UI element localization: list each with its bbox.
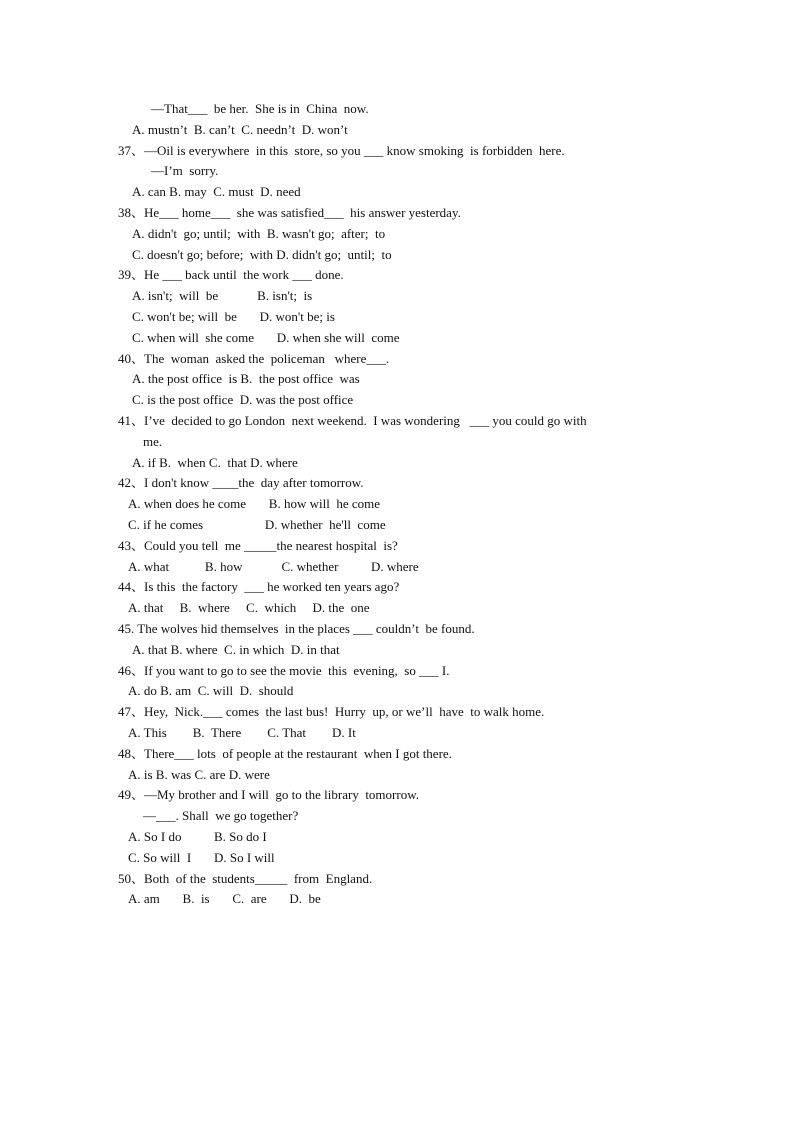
q36-text-line-2: —That___ be her. She is in China now. (151, 101, 369, 116)
q42-options-ab: A. when does he come B. how will he come (128, 496, 381, 511)
q50-options: A. am B. is C. are D. be (128, 891, 321, 906)
q42-question: 42、I don't know ____the day after tomorrow. (118, 475, 364, 490)
q49-options-ab: A. So I do B. So do I (128, 829, 267, 844)
q37-question: 37、—Oil is everywhere in this store, so you ___ know smoking is forbidden here. (118, 143, 565, 158)
q41-question: 41、I’ve decided to go London next weekend. I was wondering ___ you could go with (118, 413, 587, 428)
q41-options: A. if B. when C. that D. where (132, 455, 298, 470)
q48-options: A. is B. was C. are D. were (128, 767, 270, 782)
q45-options: A. that B. where C. in which D. in that (132, 642, 340, 657)
q47-question: 47、Hey, Nick.___ comes the last bus! Hurry up, or we’ll have to walk home. (118, 704, 545, 719)
q38-options-ab: A. didn't go; until; with B. wasn't go; after; to (132, 226, 386, 241)
q46-options: A. do B. am C. will D. should (128, 683, 294, 698)
q49-options-cd: C. So will I D. So I will (128, 850, 275, 865)
q38-options-cd: C. doesn't go; before; with D. didn't go; until; to (132, 247, 392, 262)
q43-question: 43、Could you tell me _____the nearest hospital is? (118, 538, 398, 553)
q44-options: A. that B. where C. which D. the one (128, 600, 370, 615)
q39-options-extra: C. when will she come D. when she will come (132, 330, 400, 345)
q43-options: A. what B. how C. whether D. where (128, 559, 419, 574)
q40-options-cd: C. is the post office D. was the post office (132, 392, 354, 407)
q39-options-ab: A. isn't; will be B. isn't; is (132, 288, 313, 303)
q49-text-line-2: —___. Shall we go together? (143, 808, 299, 823)
q48-question: 48、There___ lots of people at the restaurant when I got there. (118, 746, 452, 761)
q40-options-ab: A. the post office is B. the post office was (132, 371, 360, 386)
q38-question: 38、He___ home___ she was satisfied___ his answer yesterday. (118, 205, 461, 220)
q45-question: 45. The wolves hid themselves in the places ___ couldn’t be found. (118, 621, 475, 636)
q49-question: 49、—My brother and I will go to the library tomorrow. (118, 787, 419, 802)
q50-question: 50、Both of the students_____ from England. (118, 871, 373, 886)
q40-question: 40、The woman asked the policeman where___. (118, 351, 390, 366)
q42-options-cd: C. if he comes D. whether he'll come (128, 517, 386, 532)
q36-options: A. mustn’t B. can’t C. needn’t D. won’t (132, 122, 348, 137)
q46-question: 46、If you want to go to see the movie this evening, so ___ I. (118, 663, 450, 678)
q37-options: A. can B. may C. must D. need (132, 184, 301, 199)
q41-text-line-2: me. (143, 434, 163, 449)
q39-question: 39、He ___ back until the work ___ done. (118, 267, 344, 282)
q44-question: 44、Is this the factory ___ he worked ten years ago? (118, 579, 400, 594)
q37-text-line-2: —I’m sorry. (151, 163, 219, 178)
q47-options: A. This B. There C. That D. It (128, 725, 356, 740)
q39-options-cd: C. won't be; will be D. won't be; is (132, 309, 335, 324)
